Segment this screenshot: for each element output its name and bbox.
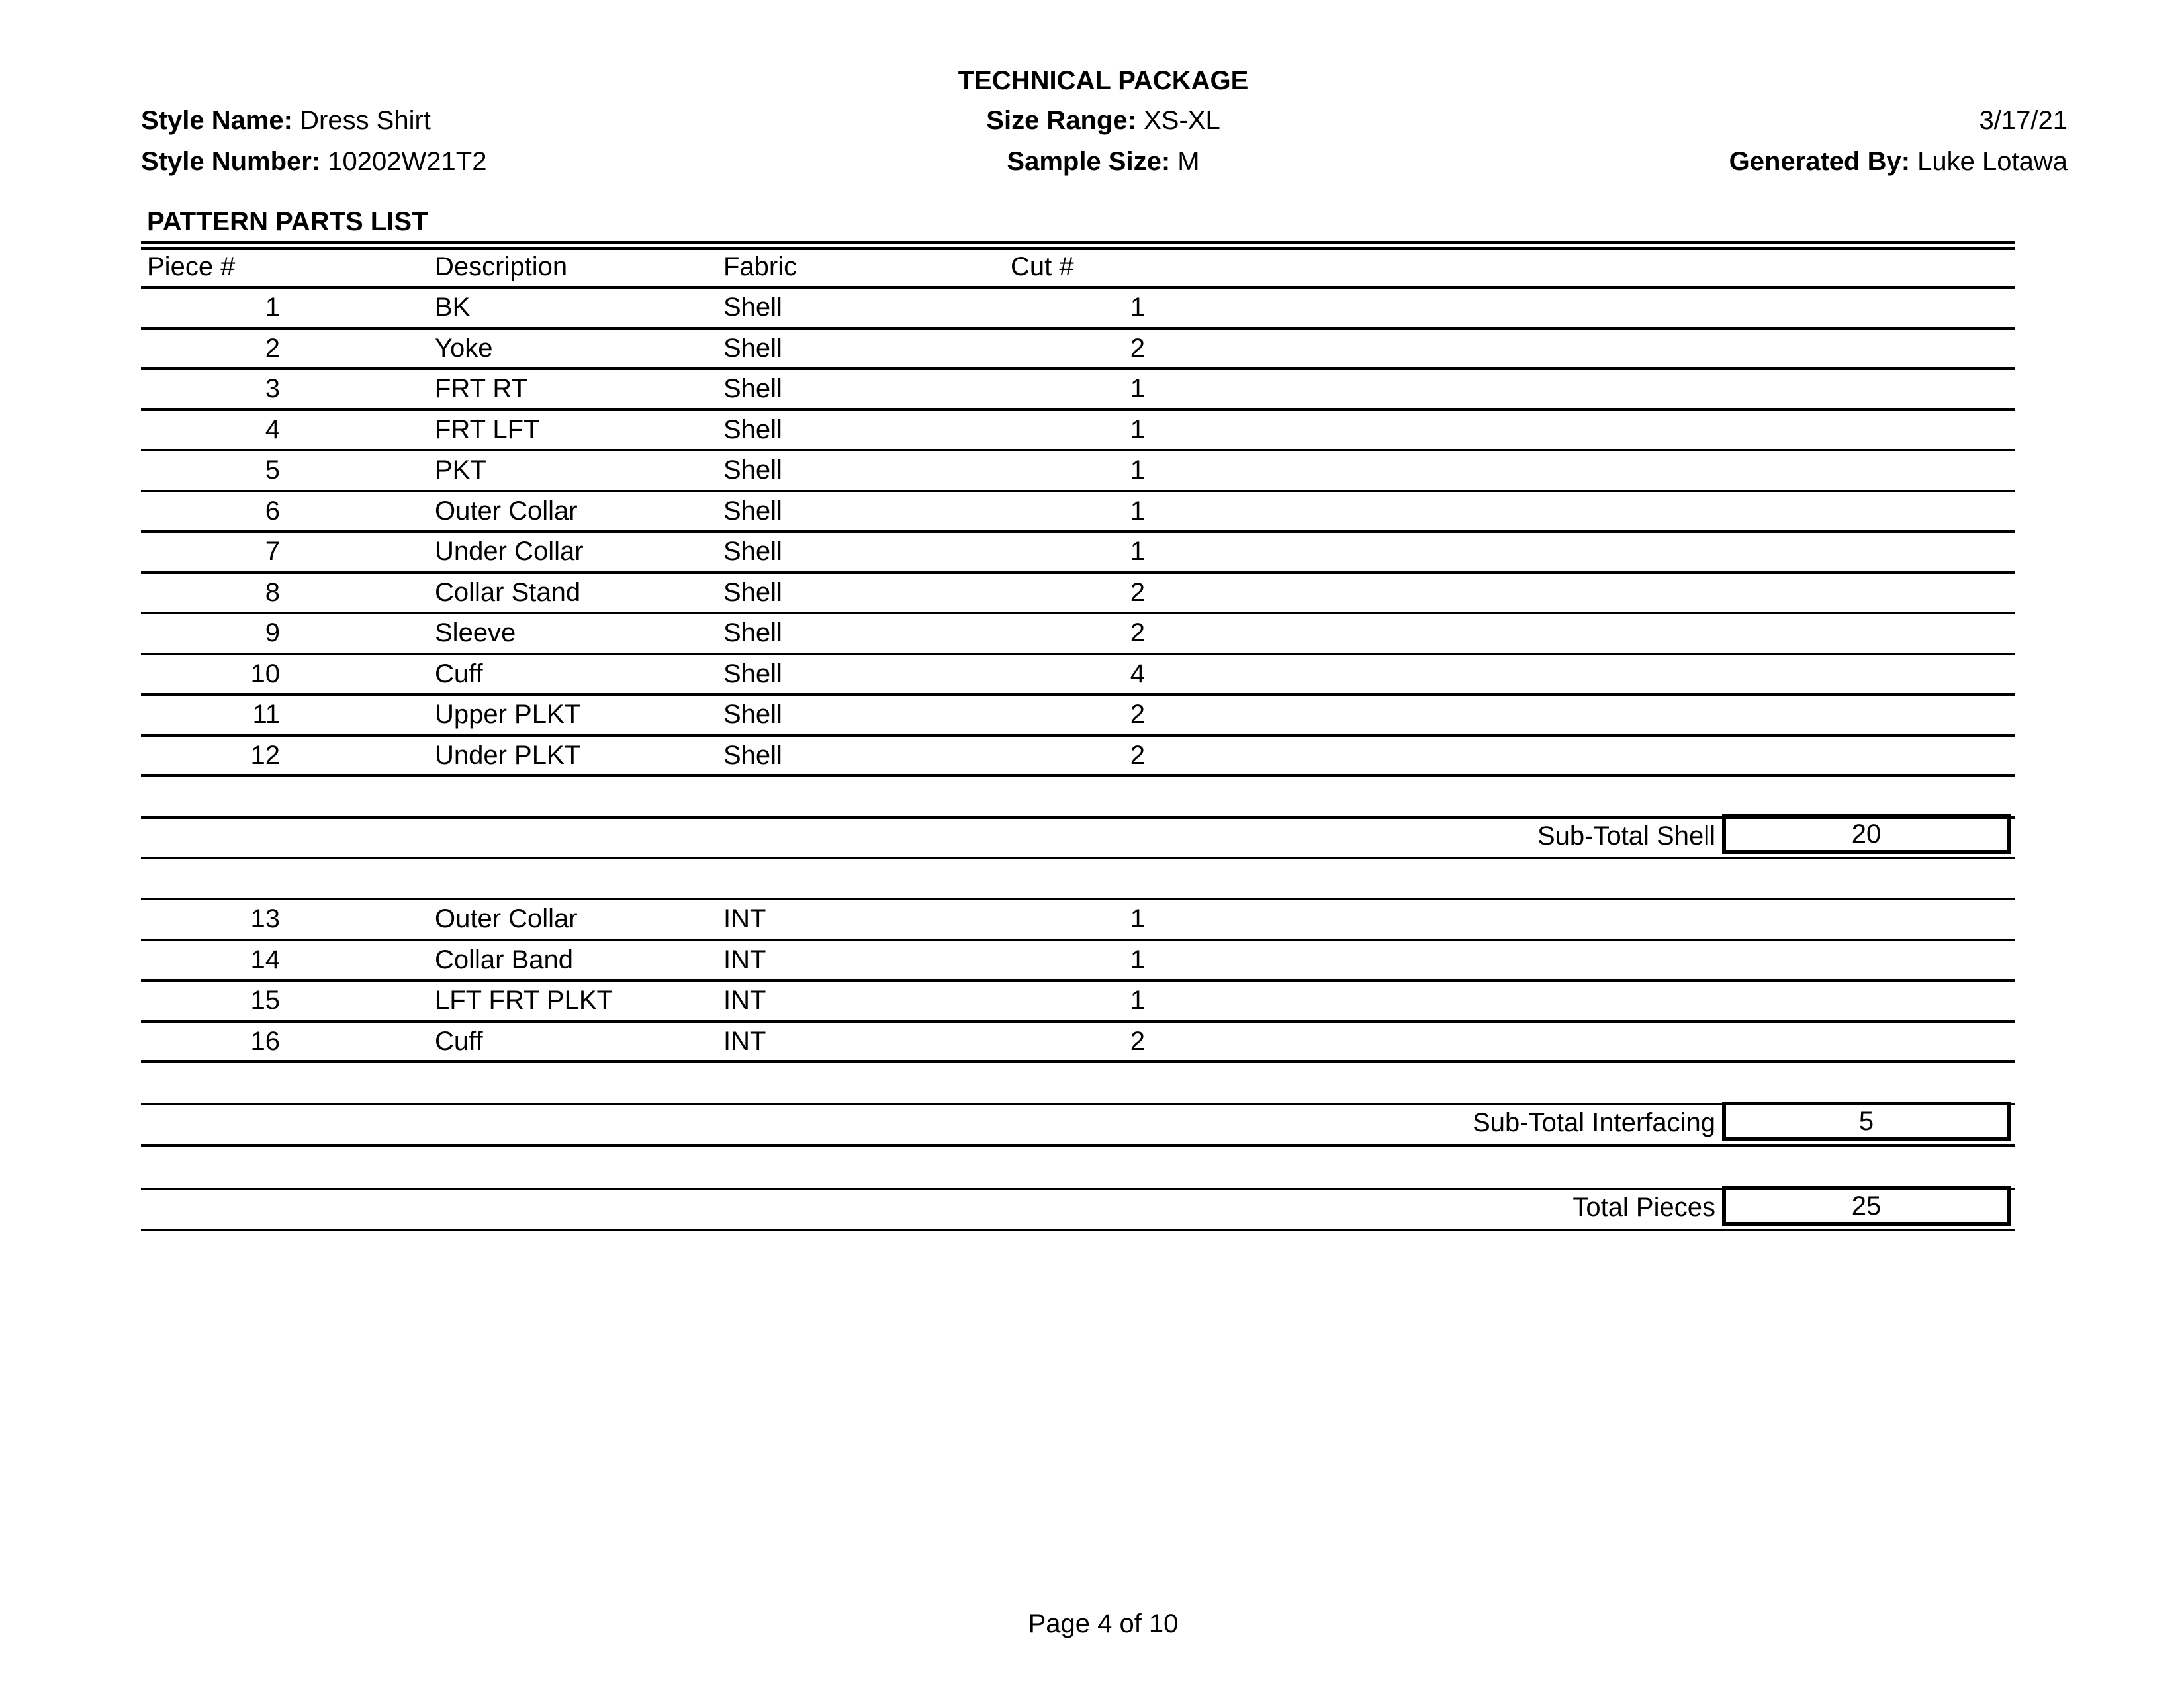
style-number: Style Number: 10202W21T2 [141,147,487,176]
divider [141,1060,2015,1063]
column-header-fabric: Fabric [723,252,797,281]
subtotal-shell-label: Sub-Total Shell [1537,821,1715,851]
divider [141,693,2015,696]
piece-fabric: INT [723,904,766,933]
column-header-description: Description [435,252,568,281]
piece-fabric: Shell [723,618,782,647]
sample-size: Sample Size: M [1007,147,1200,176]
piece-description: Sleeve [435,618,516,647]
divider [141,979,2015,982]
piece-description: Collar Band [435,945,574,974]
piece-description: Under Collar [435,537,584,566]
piece-description: Under PLKT [435,740,581,770]
piece-number: 16 [250,1026,280,1056]
total-pieces-value: 25 [1722,1186,2011,1226]
piece-description: BK [435,293,471,322]
piece-fabric: Shell [723,577,782,607]
piece-description: FRT RT [435,374,528,403]
divider [141,734,2015,737]
piece-cut: 2 [1130,700,1145,729]
piece-fabric: Shell [723,659,782,688]
piece-fabric: Shell [723,537,782,566]
section-title: PATTERN PARTS LIST [147,207,428,236]
piece-cut: 1 [1130,537,1145,566]
piece-cut: 2 [1130,577,1145,607]
piece-description: LFT FRT PLKT [435,986,613,1015]
document-title: TECHNICAL PACKAGE [958,66,1249,95]
piece-cut: 1 [1130,496,1145,526]
subtotal-shell-value: 20 [1722,814,2011,854]
piece-fabric: INT [723,1026,766,1056]
piece-number: 11 [252,700,280,729]
piece-number: 1 [265,293,280,322]
piece-description: Outer Collar [435,904,578,933]
total-pieces-label: Total Pieces [1572,1193,1715,1222]
piece-cut: 2 [1130,740,1145,770]
piece-number: 2 [265,333,280,363]
divider [141,1229,2015,1231]
piece-number: 15 [250,986,280,1015]
divider [141,408,2015,411]
piece-cut: 1 [1130,293,1145,322]
divider [141,857,2015,859]
piece-description: Upper PLKT [435,700,581,729]
piece-description: Collar Stand [435,577,581,607]
divider [141,898,2015,900]
size-range: Size Range: XS-XL [986,106,1220,135]
divider [141,367,2015,370]
piece-fabric: Shell [723,293,782,322]
divider [141,612,2015,614]
divider [141,490,2015,492]
subtotal-interfacing-label: Sub-Total Interfacing [1473,1108,1715,1137]
subtotal-interfacing-value: 5 [1722,1102,2011,1141]
piece-cut: 1 [1130,455,1145,485]
piece-number: 9 [265,618,280,647]
piece-cut: 1 [1130,374,1145,403]
piece-fabric: INT [723,945,766,974]
generated-by: Generated By: Luke Lotawa [1729,147,2068,176]
column-header-piece: Piece # [147,252,236,281]
piece-number: 12 [250,740,280,770]
piece-fabric: Shell [723,496,782,526]
piece-number: 8 [265,577,280,607]
divider [141,530,2015,533]
divider [141,1144,2015,1147]
divider [141,449,2015,451]
divider [141,241,2015,244]
piece-number: 5 [265,455,280,485]
piece-fabric: Shell [723,414,782,444]
piece-number: 4 [265,414,280,444]
piece-number: 10 [250,659,280,688]
piece-cut: 2 [1130,333,1145,363]
divider [141,939,2015,941]
divider [141,327,2015,330]
column-header-cut: Cut # [1011,252,1074,281]
piece-cut: 4 [1130,659,1145,688]
piece-number: 14 [250,945,280,974]
piece-description: FRT LFT [435,414,540,444]
divider [141,774,2015,777]
piece-cut: 2 [1130,1026,1145,1056]
piece-description: Cuff [435,1026,483,1056]
piece-description: Outer Collar [435,496,578,526]
document-date: 3/17/21 [1979,106,2068,135]
divider [141,247,2015,250]
piece-fabric: Shell [723,333,782,363]
divider [141,653,2015,655]
piece-description: PKT [435,455,486,485]
piece-cut: 1 [1130,904,1145,933]
piece-description: Cuff [435,659,483,688]
piece-fabric: Shell [723,374,782,403]
piece-number: 3 [265,374,280,403]
piece-fabric: INT [723,986,766,1015]
piece-fabric: Shell [723,740,782,770]
piece-cut: 1 [1130,945,1145,974]
piece-number: 6 [265,496,280,526]
piece-fabric: Shell [723,455,782,485]
divider [141,286,2015,289]
divider [141,571,2015,574]
piece-number: 13 [250,904,280,933]
piece-cut: 2 [1130,618,1145,647]
style-name: Style Name: Dress Shirt [141,106,431,135]
page-number: Page 4 of 10 [1028,1609,1179,1638]
piece-number: 7 [265,537,280,566]
piece-fabric: Shell [723,700,782,729]
divider [141,1020,2015,1023]
piece-description: Yoke [435,333,493,363]
piece-cut: 1 [1130,986,1145,1015]
piece-cut: 1 [1130,414,1145,444]
